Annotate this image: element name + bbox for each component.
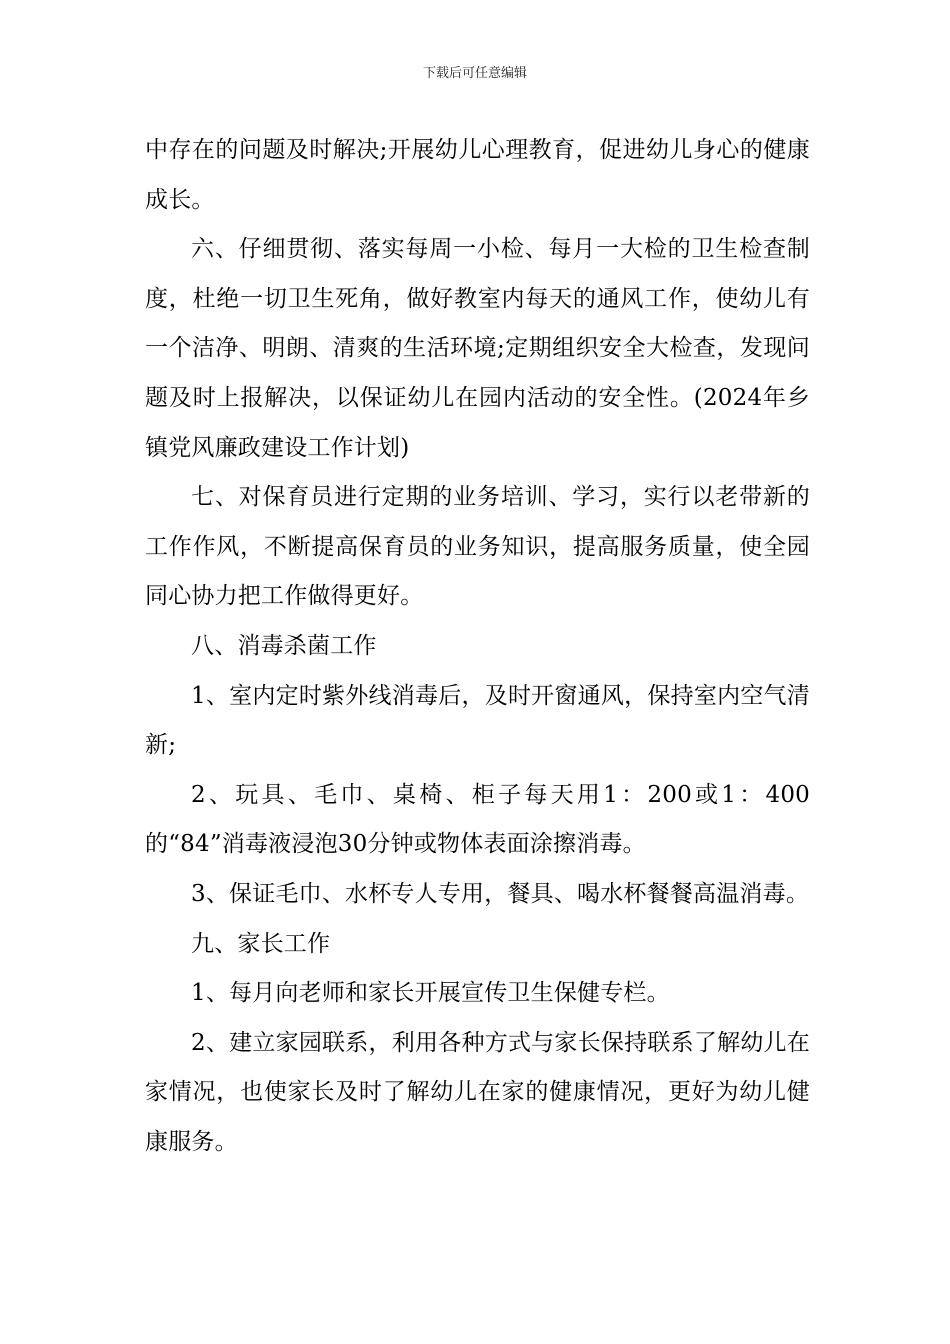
paragraph-item-8-2: 2、玩具、毛巾、桌椅、柜子每天用1：200或1：400的“84”消毒液浸泡30分钟或物体表面涂擦消毒。 (145, 781, 810, 858)
paragraph-item-8-1: 1、室内定时紫外线消毒后，及时开窗通风，保持室内空气清新; (145, 682, 810, 759)
paragraph-section-6: 六、仔细贯彻、落实每周一小检、每月一大检的卫生检查制度，杜绝一切卫生死角，做好教室内每天的通风工作，使幼儿有一个洁净、明朗、清爽的生活环境;定期组织安全大检查，发现问题及时上报解决，以保证幼儿在园内活动的安全性。(2024年乡镇党风廉政建设工作计划) (145, 236, 810, 461)
document-body (145, 126, 810, 1167)
paragraph-item-8-3: 3、保证毛巾、水杯专人专用，餐具、喝水杯餐餐高温消毒。 (191, 880, 810, 907)
paragraph-continuation: 中存在的问题及时解决;开展幼儿心理教育，促进幼儿身心的健康成长。 (145, 137, 810, 213)
paragraph-section-7: 七、对保育员进行定期的业务培训、学习，实行以老带新的工作作风，不断提高保育员的业务知识，提高服务质量，使全园同心协力把工作做得更好。 (145, 484, 810, 610)
heading-section-8: 八、消毒杀菌工作 (191, 632, 377, 659)
heading-section-9: 九、家长工作 (191, 930, 331, 957)
paragraph-item-9-2: 2、建立家园联系，利用各种方式与家长保持联系了解幼儿在家情况，也使家长及时了解幼儿在家的健康情况，更好为幼儿健康服务。 (145, 1029, 810, 1155)
page-header: 下载后可任意编辑 (422, 66, 527, 81)
paragraph-item-9-1: 1、每月向老师和家长开展宣传卫生保健专栏。 (191, 980, 670, 1007)
